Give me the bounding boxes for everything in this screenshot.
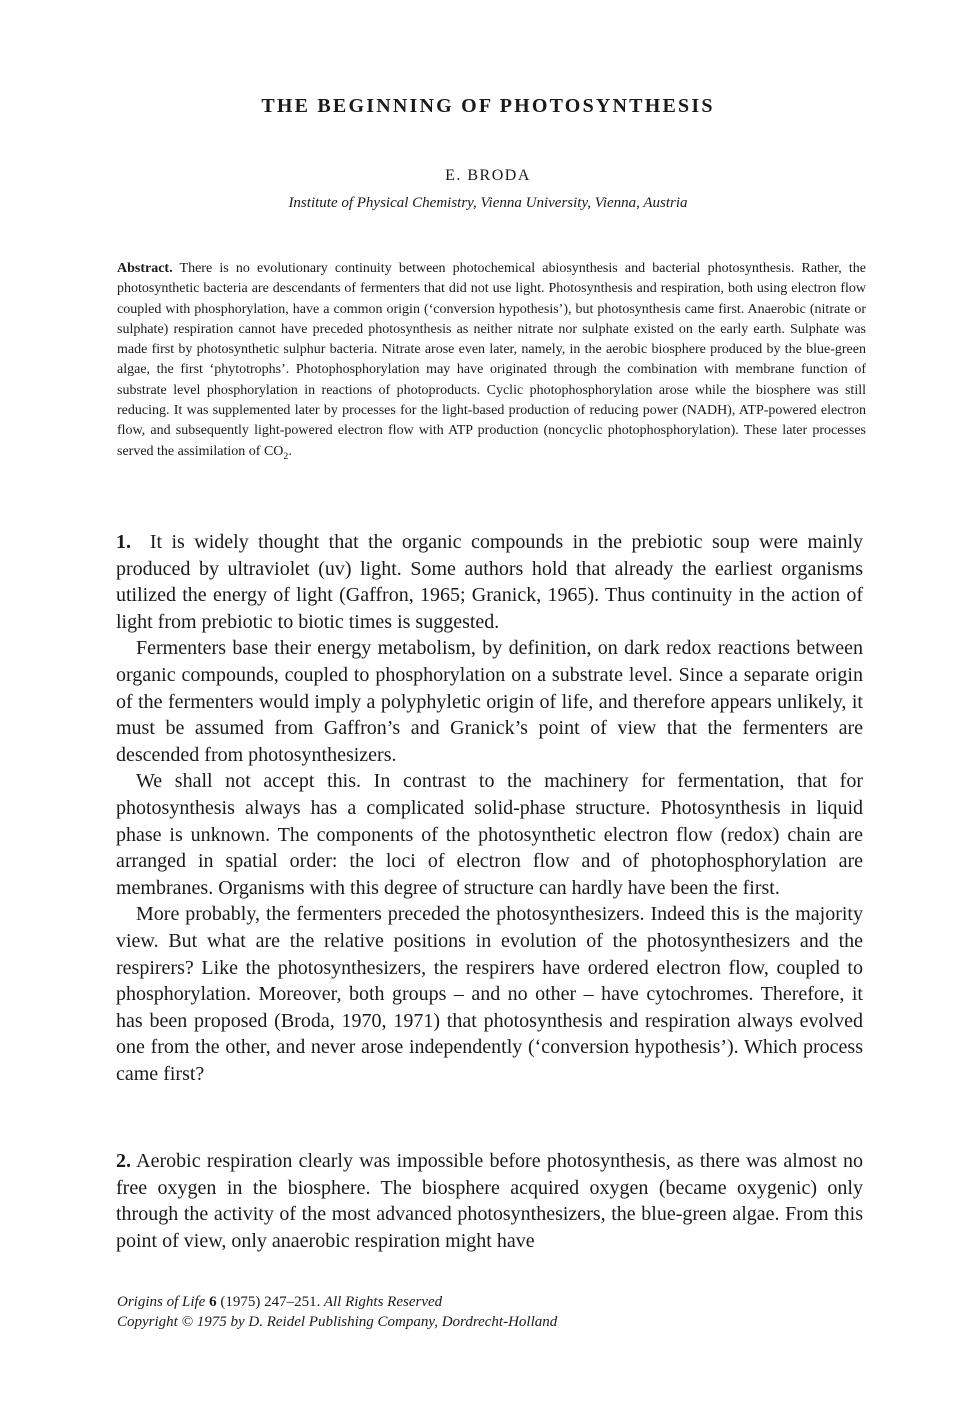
paragraph-text: It is widely thought that the organic compounds in the prebiotic soup were mainly produced by ultraviolet (uv) light. Some authors hold that already the earliest organisms utilized the energy of light (Gaffron, 1965; Granick, 1965). Thus continuity in the action of light from prebiotic to biotic times is suggested. [116, 531, 863, 633]
paragraph: More probably, the fermenters preceded the photosynthesizers. Indeed this is the majority view. But what are the relative positions in evolution of the photosynthesizers and the respirers? Like the photosynthesizers, the respirers have ordered electron flow, coupled to phosphorylation. Moreover, both groups – and no other – have cytochromes. Therefore, it has been proposed (Broda, 1970, 1971) that photosynthesis and respiration always evolved one from the other, and never arose independently (‘conversion hypothesis’). Which process came first? [116, 903, 863, 1085]
paragraph: Fermenters base their energy metabolism, by definition, on dark redox reactions between organic compounds, coupled to phosphorylation on a substrate level. Since a separate origin of the fermenters would imply a polyphyletic origin of life, and therefore appears unlikely, it must be assumed from Gaffron’s and Granick’s point of view that the fermenters are descended from photosynthesizers. [116, 637, 863, 766]
section-number: 2. [116, 1150, 131, 1172]
abstract [117, 259, 866, 462]
paragraph [116, 1148, 863, 1254]
paragraph-text: Aerobic respiration clearly was impossible before photosynthesis, as there was almost no free oxygen in the biosphere. The biosphere acquired oxygen (became oxygenic) only through the activity of the most advanced photosynthesizers, the blue-green algae. From this point of view, only anaerobic respiration might have [116, 1150, 864, 1252]
journal-volume: 6 [209, 1294, 217, 1310]
abstract-subscript: 2 [283, 450, 289, 462]
section-1 [116, 529, 863, 1087]
journal-year-pages: (1975) 247–251. [220, 1294, 321, 1310]
journal-line [117, 1292, 557, 1312]
abstract-label: Abstract. [117, 261, 173, 276]
copyright-line: Copyright © 1975 by D. Reidel Publishing Company, Dordrecht-Holland [117, 1314, 558, 1330]
author-name: E. BRODA [445, 167, 531, 184]
section-number: 1. [116, 531, 131, 553]
abstract-text: There is no evolutionary continuity between photochemical abiosynthesis and bacterial photosynthesis. Rather, the photosynthetic bacteria are descendants of fermenters that did not use light. Photosynthesis and respiration, both using electron flow coupled with phosphorylation, have a common origin (‘conversion hypothesis’), but photosynthesis came first. Anaerobic (nitrate or sulphate) respiration cannot have preceded photosynthesis as neither nitrate nor sulphate existed on the early earth. Sulphate was made first by photosynthetic sulphur bacteria. Nitrate arose even later, namely, in the aerobic biosphere produced by the blue-green algae, the first ‘phytotrophs’. Photophosphorylation may have originated through the combination with membrane function of substrate level phosphorylation in reactions of photoproducts. Cyclic photophosphorylation arose while the biosphere was still reducing. It was supplemented later by processes for the light-based production of reducing power (NADH), ATP-powered electron flow, and subsequently light-powered electron flow with ATP production (noncyclic photophosphorylation). These later processes served the assimilation of CO [117, 261, 867, 459]
journal-rights: All Rights Reserved [323, 1294, 443, 1310]
paragraph [116, 529, 863, 635]
section-2 [116, 1148, 863, 1254]
abstract-end: . [288, 443, 292, 459]
footer-citation [117, 1292, 557, 1332]
journal-name: Origins of Life [117, 1294, 206, 1310]
author-affiliation: Institute of Physical Chemistry, Vienna University, Vienna, Austria [288, 195, 688, 211]
paper-title: THE BEGINNING OF PHOTOSYNTHESIS [261, 95, 715, 117]
paragraph: We shall not accept this. In contrast to the machinery for fermentation, that for photosynthesis always has a complicated solid-phase structure. Photosynthesis in liquid phase is unknown. The components of the photosynthetic electron flow (redox) chain are arranged in spatial order: the loci of electron flow and of photophosphorylation are membranes. Organisms with this degree of structure can hardly have been the first. [116, 770, 863, 899]
